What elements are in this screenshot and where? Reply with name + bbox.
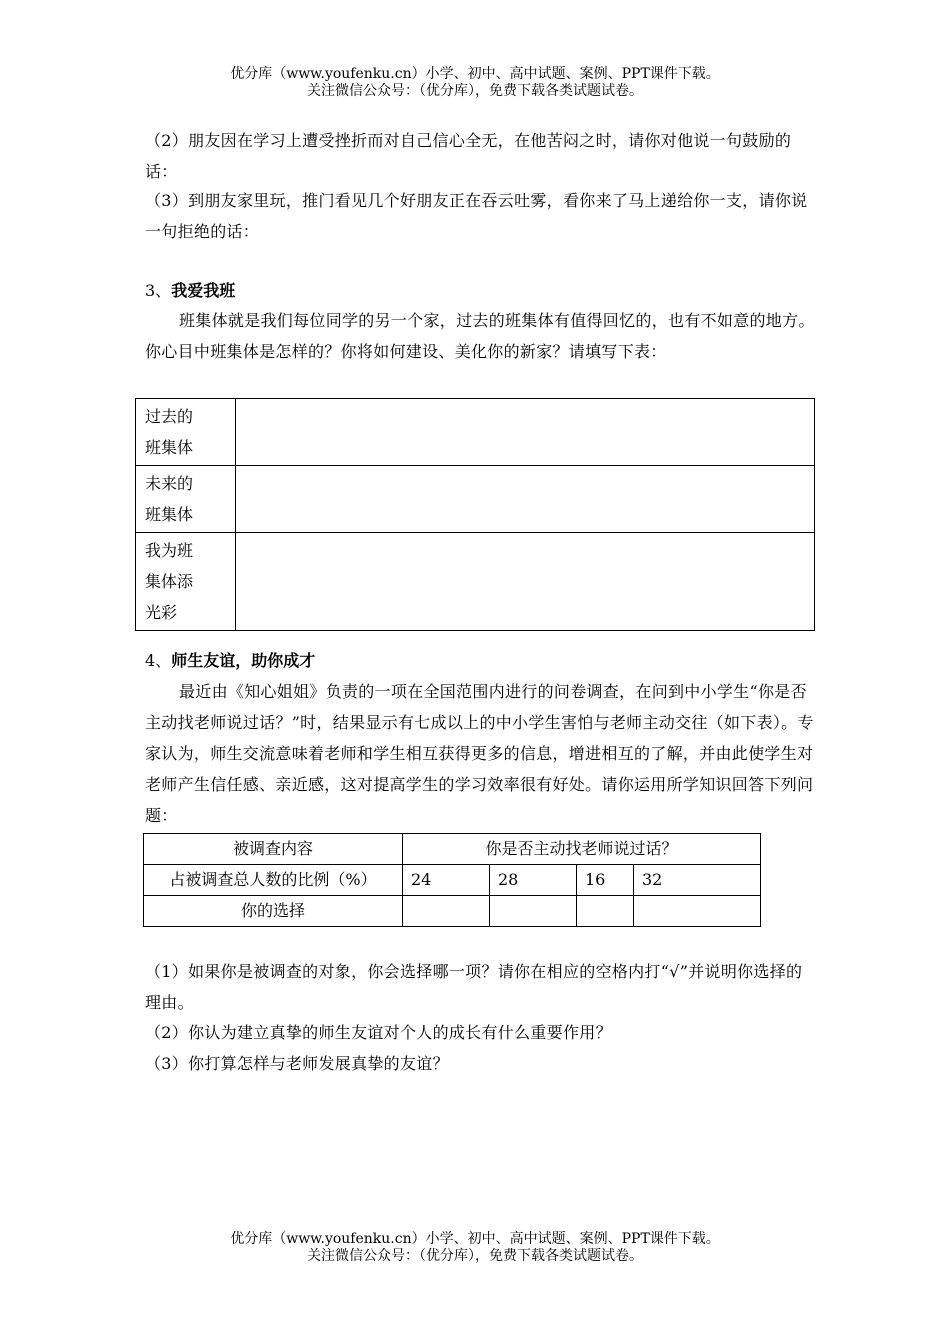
survey-header-right: 你是否主动找老师说过话？ [403,834,761,865]
page-header [0,66,950,100]
question-4-1: （1）如果你是被调查的对象，你会选择哪一项？请你在相应的空格内打“√”并说明你选择的理由。 [145,962,803,1012]
section-3-intro: 班集体就是我们每位同学的另一个家，过去的班集体有值得回忆的，也有不如意的地方。你心目中班集体是怎样的？你将如何建设、美化你的新家？请填写下表： [145,311,815,361]
footer-line-1: 优分库（www.youfenku.cn）小学、初中、高中试题、案例、PPT课件下载。 [230,1231,720,1247]
section-3-number: 3、 [145,281,172,300]
label-line: 班集体 [145,505,194,524]
answer-cell-future[interactable] [236,466,815,533]
class-collective-table [135,398,815,631]
choice-cell[interactable] [403,896,490,927]
section-4-number: 4、 [145,651,172,670]
label-line: 班集体 [145,438,194,457]
ratio-value: 32 [634,865,761,896]
footer-line-2: 关注微信公众号：（优分库），免费下载各类试题试卷。 [307,1248,643,1264]
choice-cell[interactable] [577,896,634,927]
label-line: 光彩 [145,603,178,622]
question-4-3: （3）你打算怎样与老师发展真挚的友谊？ [145,1054,449,1073]
section-4-title: 师生友谊，助你成才 [171,651,316,670]
choice-cell[interactable] [634,896,761,927]
question-2-2: （2）朋友因在学习上遭受挫折而对自己信心全无，在他苦闷之时，请你对他说一句鼓励的话： [145,131,792,181]
table-row [136,399,815,466]
question-2-3: （3）到朋友家里玩，推门看见几个好朋友正在吞云吐雾，看你来了马上递给你一支，请你说一句拒绝的话： [145,191,808,241]
page-footer [0,1231,950,1265]
ratio-value: 28 [490,865,577,896]
table-row [144,834,761,865]
question-4-2: （2）你认为建立真挚的师生友谊对个人的成长有什么重要作用？ [145,1023,612,1042]
choice-cell[interactable] [490,896,577,927]
survey-header-left: 被调查内容 [144,834,403,865]
row-label-future [136,466,236,533]
label-line: 我为班 [145,541,194,560]
answer-cell-past[interactable] [236,399,815,466]
section-4-intro: 最近由《知心姐姐》负责的一项在全国范围内进行的问卷调查，在问到中小学生“你是否主动找老师说过话？”时，结果显示有七成以上的中小学生害怕与老师主动交往（如下表）。专家认为，师生交流意味着老师和学生相互获得更多的信息，增进相互的了解，并由此使学生对老师产生信任感、亲近感，这对提高学生的学习效率很有好处。请你运用所学知识回答下列问题： [145,682,814,825]
ratio-label: 占被调查总人数的比例（%） [144,865,403,896]
survey-table [143,833,761,927]
table-row [144,865,761,896]
answer-cell-contribute[interactable] [236,533,815,631]
row-label-contribute [136,533,236,631]
ratio-value: 24 [403,865,490,896]
section-4-heading [145,649,315,673]
table-row [136,466,815,533]
label-line: 未来的 [145,474,194,493]
header-line-1: 优分库（www.youfenku.cn）小学、初中、高中试题、案例、PPT课件下载。 [230,66,720,82]
section-3-heading [145,279,235,303]
label-line: 过去的 [145,407,194,426]
label-line: 集体添 [145,572,194,591]
table-row [144,896,761,927]
header-line-2: 关注微信公众号：（优分库），免费下载各类试题试卷。 [307,83,643,99]
ratio-value: 16 [577,865,634,896]
section-3-title: 我爱我班 [171,281,236,300]
choice-label: 你的选择 [144,896,403,927]
table-row [136,533,815,631]
row-label-past [136,399,236,466]
